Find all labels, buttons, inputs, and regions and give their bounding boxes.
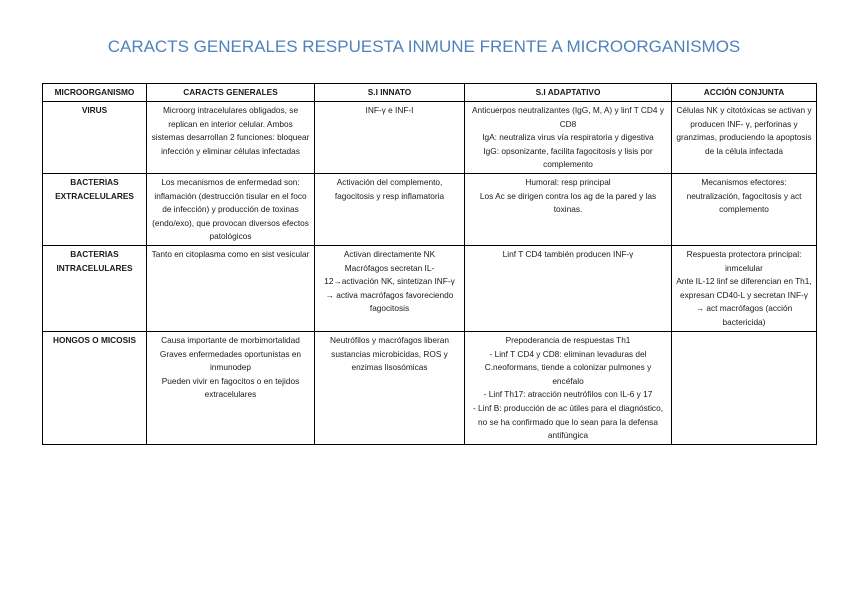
cell-text-line: Macrófagos secretan IL-12→activación NK, sintetizan INF-γ → activa macrófagos favoreciendo fagocitosis [324,262,455,314]
cell-si-adaptativo [465,102,672,174]
cell-caracts-generales [147,245,315,331]
cell-microorganismo: BACTERIAS INTRACELULARES [43,245,147,331]
cell-text-line: Causa importante de morbimortalidad [161,334,300,345]
table-row [43,331,817,444]
cell-text-line: Activación del complemento, fagocitosis y resp inflamatoria [334,176,445,201]
cell-text-line: Linf T CD4 también producen INF-γ [502,248,634,259]
cell-text-line: Neutrófilos y macrófagos liberan sustancias microbicidas, ROS y enzimas lisosómicas [330,334,449,373]
cell-text-line: IgA: neutraliza virus vía respiratoria y digestiva [482,132,654,143]
cell-si-innato [315,102,465,174]
cell-text-line: - Linf B: producción de ac útiles para el diagnóstico, no se ha confirmado que lo sean para la defensa antifúngica [472,402,664,441]
cell-accion-conjunta [672,173,817,245]
cell-text-line: Tanto en citoplasma como en sist vesicular [151,248,310,259]
cell-si-adaptativo [465,331,672,444]
cell-si-innato [315,245,465,331]
header-caracts-generales: CARACTS GENERALES [147,84,315,102]
cell-text-line: Anticuerpos neutralizantes (IgG, M, A) y linf T CD4 y CD8 [472,105,664,129]
table-row [43,245,817,331]
header-microorganismo: MICROORGANISMO [43,84,147,102]
cell-text-line: Respuesta protectora principal: inmcelular [686,248,802,273]
cell-text-line: Graves enfermedades oportunistas en inmunodep [159,348,302,373]
cell-microorganismo: BACTERIAS EXTRACELULARES [43,173,147,245]
cell-accion-conjunta [672,331,817,444]
cell-microorganismo: HONGOS O MICOSIS [43,331,147,444]
cell-microorganismo: VIRUS [43,102,147,174]
cell-accion-conjunta [672,102,817,174]
cell-text-line: Los mecanismos de enfermedad son: inflamación (destrucción tisular en el foco de infección) y producción de toxinas (endo/exo), que provocan diversos efectos patológicos [152,176,309,242]
cell-caracts-generales [147,173,315,245]
cell-caracts-generales [147,102,315,174]
cell-text-line: Humoral: resp principal [525,176,611,187]
cell-text-line: Activan directamente NK [343,248,436,259]
cell-text-line: INF-γ e INF-I [365,105,414,115]
immune-response-table [42,83,817,445]
cell-text-line: Células NK y citotóxicas se activan y producen INF- γ, perforinas y granzimas, produciendo la apoptosis de la célula infectada [676,105,812,156]
page-title: CARACTS GENERALES RESPUESTA INMUNE FRENTE A MICROORGANISMOS [107,37,741,56]
table-row [43,102,817,174]
cell-text-line: Ante IL-12 linf se diferencian en Th1, expresan CD40-L y secretan INF-γ → act macrófagos (acción bactericida) [676,276,812,327]
cell-si-innato [315,331,465,444]
header-accion-conjunta: ACCIÓN CONJUNTA [672,84,817,102]
cell-si-adaptativo [465,173,672,245]
cell-text-line: IgG: opsonizante, facilita fagocitosis y lisis por complemento [483,145,653,170]
header-si-adaptativo: S.I ADAPTATIVO [465,84,672,102]
cell-si-innato [315,173,465,245]
header-si-innato: S.I INNATO [315,84,465,102]
cell-caracts-generales [147,331,315,444]
cell-text-line: Microorg intracelulares obligados, se replican en interior celular. Ambos sistemas desarrollan 2 funciones: bloquear infección y eliminar células infectadas [151,105,310,156]
cell-text-line: Pueden vivir en fagocitos o en tejidos extracelulares [161,375,300,400]
cell-accion-conjunta [672,245,817,331]
cell-text-line: Prepoderancia de respuestas Th1 [505,334,631,345]
cell-text-line: Mecanismos efectores: neutralización, fagocitosis y act complemento [686,176,802,215]
cell-si-adaptativo [465,245,672,331]
table-row [43,173,817,245]
cell-text-line: - Linf T CD4 y CD8: eliminan levaduras del C.neoformans, tiende a colonizar pulmones y encéfalo [484,348,652,386]
cell-text-line: Los Ac se dirigen contra los ag de la pared y las toxinas. [479,190,657,215]
cell-text-line: - Linf Th17: atracción neutrófilos con IL-6 y 17 [483,389,653,400]
table-header-row [43,84,817,102]
